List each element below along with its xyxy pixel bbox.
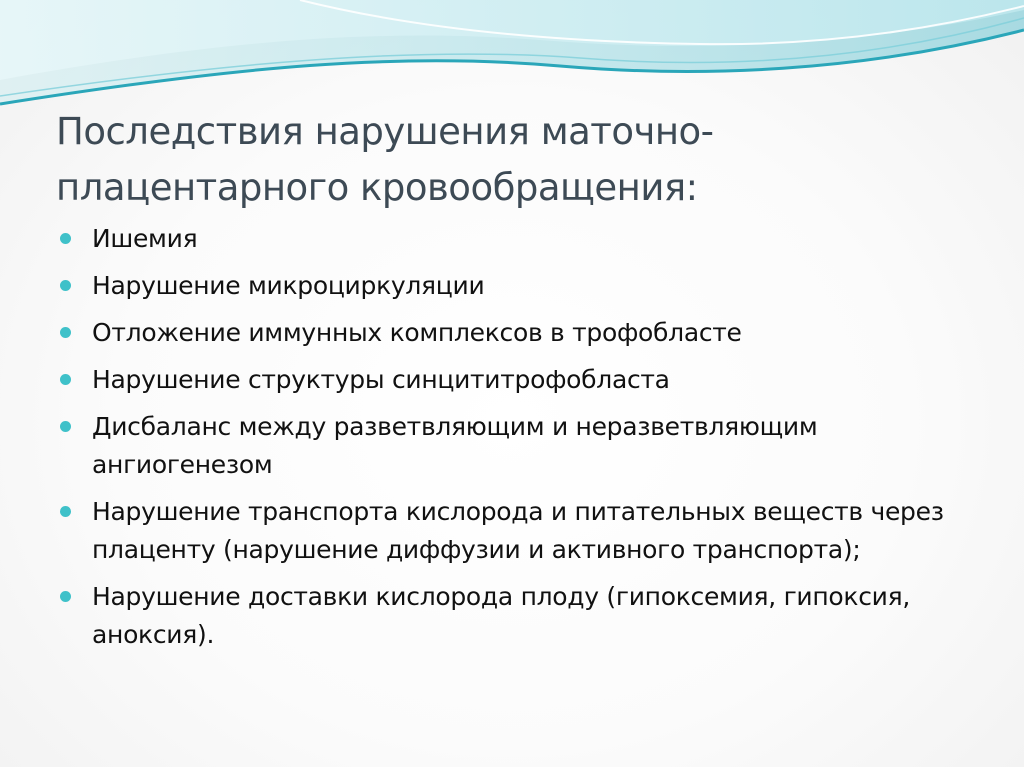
bullet-dot-icon (60, 506, 71, 517)
bullet-item (58, 314, 958, 352)
wave-decoration (0, 0, 1024, 120)
bullet-dot-icon (60, 421, 71, 432)
bullet-text: Отложение иммунных комплексов в трофобласте (92, 318, 742, 347)
title-line-1: Последствия нарушения маточно- (56, 110, 714, 153)
bullet-text: Нарушение микроциркуляции (92, 271, 485, 300)
bullet-item (58, 220, 958, 258)
bullet-text: Дисбаланс между разветвляющим и неразветвляющим ангиогенезом (92, 412, 818, 479)
bullet-item (58, 267, 958, 305)
bullet-item (58, 578, 958, 654)
bullet-item (58, 493, 958, 569)
bullet-item (58, 361, 958, 399)
bullet-dot-icon (60, 374, 71, 385)
bullet-text: Нарушение структуры синцититрофобласта (92, 365, 670, 394)
bullet-text: Ишемия (92, 224, 198, 253)
bullet-dot-icon (60, 591, 71, 602)
bullet-item (58, 408, 958, 484)
bullet-text: Нарушение доставки кислорода плоду (гипоксемия, гипоксия, аноксия). (92, 582, 910, 649)
bullet-dot-icon (60, 280, 71, 291)
bullet-list (58, 220, 958, 663)
slide-title (56, 104, 956, 216)
title-line-2: плацентарного кровообращения: (56, 166, 698, 209)
bullet-text: Нарушение транспорта кислорода и питательных веществ через плаценту (нарушение диффузии и активного транспорта); (92, 497, 944, 564)
bullet-dot-icon (60, 233, 71, 244)
bullet-dot-icon (60, 327, 71, 338)
